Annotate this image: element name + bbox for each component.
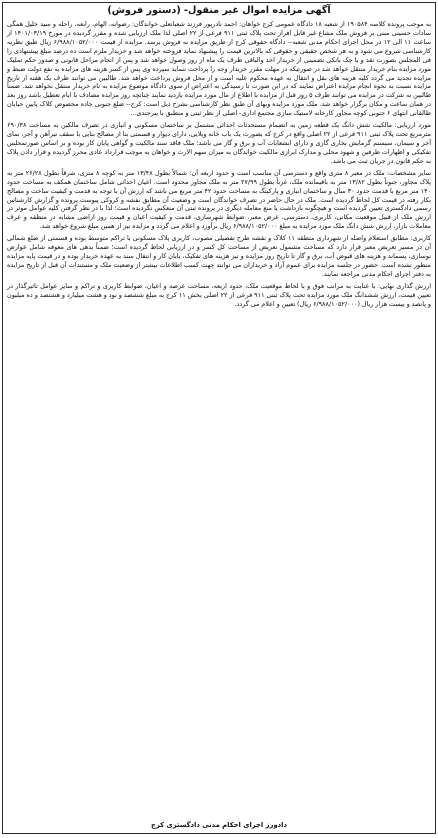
notice-header <box>3 3 435 19</box>
notice-paragraph: به موجب پرونده کلاسه ۱۹۰۵۸۴ از شعبه ۱۸ دادگاه عمومی کرج خواهان: احمد نادرپور فرزند شعبانعلی خواندگان: رضوانه، الهام، رابعه، راحله و سید خلیل همگی سادات حسینی مبنی بر فروش ملک مشاع غیر قابل افراز تحت پلاک ثبتی ۹۱۱ فرعی از ۲۲ اصلی لذا ملک ارزیابی شده و مقرر گردیده در مورخ ۱۴۰۱/۰۳/۱۹ از ساعت ۱۱ الی ۱۲ در محل اجرای احکام مدنی شعبه-- دادگاه حقوقی کرج از طریق مزایده به فروش برسد. مزایده از قیمت ۶/۹۸۸/۱۰۵۲/۰۰۰ ریال طبق نظریه کارشناسی شروع می شود و به هر شخص حقیقی و حقوقی که بالاترین قیمت را پیشنهاد نماید فروخته خواهد شد و خریدار ملزم است ده درصد مبلغ پیشنهادی را فی المجلس بصورت نقد و یا چک بانکی تضمینی از خریدار اخذ والباقی ظرف یک ماه از روز وصول خواهد شد و پس از انجام مراحل قانونی و صدور حکم تملیک مورد مزایده بنام خریدار منتقل خواهد شد در صورتیکه در مهلت مقرر خریدار وجه را پرداخت ننماید سپرده وی پس از کسر هزینه های مزایده به نفع دولت ضبط و مزایده تجدید می گردد کلیه هزینه های نقل و انتقال به عهده محکوم علیه است و از محل فروش پرداخت خواهد شد. طالبین می توانند ظرف یک هفته از تاریخ مزایده نسبت به نحوه انجام مزایده اعتراض نمایند که در این صورت تا رسیدگی به اعتراض از سوی دادگاه موضوع مزایده به نام خریدار منتقل نخواهد شد. ضمناً طالبین به شرکت در مزایده می توانند ظرف ۵ روز قبل از مزایده با اطلاع از مال مورد مزایده بازدید نمایند چنانچه روز مزایده مصادف با ایام تعطیل باشد روز بعد در همان ساعت و مکان برگزار خواهد شد. ملک مورد مزایده وبهای آن طبق نظر کارشناسی بشرح ذیل است: کرج-- ضلع جنوبی جاده مخصوص کلاک پایین خیابان طالقانی انتهای ۶ جنوبی کوچه مجاور کارخانه لاستیک سازی مجتمع اداری- اصلی از نظر ثبتی و منطبق با بیرجندی... <box>7 20 432 118</box>
notice-paragraph: ارزش گذاری نهایی: با عنایت به مراتب فوق و با لحاظ موقعیت ملک، حدود اربعه، مساحت عرصه و اعیان، ضوابط کاربری و تراکم و سایر عوامل تاثیرگذار در تعیین قیمت، ارزش ششدانگ ملک مورد مزایده تحت پلاک ثبتی ۹۱۱ فرعی از ۲۲ اصلی بخش ۱۱ کرج به مبلغ ششصد و نود و هشت میلیارد و هشتصد و ده میلیون و پانصد و بیست هزار ریال (۶/۹۸۸/۱۰۵۲/۰۰۰ ریال) تعیین و اعلام می گردد. <box>7 281 431 308</box>
auction-notice <box>2 2 436 834</box>
notice-paragraph: سایر مشخصات: ملک در معبر ۸ متری واقع و دسترسی آن مناسب است و حدود اربعه آن: شمالاً بطول ۱۳/۴۸ متر به کوچه ۸ متری، شرقاً بطول ۲۶/۲۸ متر به پلاک مجاور، جنوباً بطول ۱۳/۸۲ متر به باقیمانده ملک، غرباً بطول ۲۷/۹۹ متر به ملک مجاور محدود است. اعیان احداثی شامل ساختمان همکف به مساحت حدود ۱۴۰ متر مربع با قدمت حدود ۳۰ سال و ساختمان انباری و پارکینگ به مساحت حدود ۴۲ متر مربع می باشد که ارزش آن با توجه به قدمت و کیفیت ساخت و مصالح بکار رفته در قیمت کل لحاظ گردیده است. ملک در حال حاضر در تصرف خواندگان است و وضعیت آن مطابق نقشه و کروکی پیوست پرونده و گزارش کارشناس رسمی دادگستری تعیین گردیده است و هیچگونه بازداشت یا منع معامله دیگری در پرونده ثبتی آن منعکس نگردیده است؛ لذا با در نظر گرفتن کلیه عوامل موثر در ارزش ملک از قبیل موقعیت مکانی، کاربری، دسترسی، عرض معبر، ضوابط شهرسازی، قدمت و کیفیت اعیان و قیمت روز اراضی مشابه در منطقه و عرف معاملات بازار، ارزش شش دانگ ملک مورد مزایده به مبلغ ۶/۹۸۸/۱۰۵۲/۰۰۰ ریال برآورد و اعلام می گردد و مزایده نیز از همین مبلغ شروع خواهد شد. <box>7 168 432 231</box>
notice-body <box>3 19 435 309</box>
notice-paragraph: مورد ارزیابی: مالکیت شش دانگ یک قطعه زمین به انضمام مستحدثات احداثی مشتمل بر ساختمان مسکونی و انباری در تصرف مالکین به مساحت ۶۹۰/۳۸ مترمربع تحت پلاک ثبتی ۹۱۱ فرعی از ۲۲ اصلی واقع در کرج که بصورت یک باب خانه ویلایی، دارای دیوار و قسمتی بنا از مصالح بنایی با سقف تیرآهن و آجر، نمای آجر و سیمان، سیستم گرمایش بخاری گازی و دارای انشعابات آب و برق و گاز می باشد؛ ملک فاقد سند مالکیت و گواهی پایان کار بوده و بر اساس صورتمجلس تفکیکی و اظهارات طرفین و شهود محلی و مدارک ابرازی مالکیت خواندگان به میزان سهم الارث و خواهان به موجب قرارداد عادی محرز گردیده و قرار دادن پلاک به حکم قانون در جریان ثبت می باشد. <box>7 121 431 165</box>
notice-signature: دادورز اجرای احکام مدنی دادگستری کرج <box>151 821 287 829</box>
notice-paragraph: کاربری: مطابق استعلام واصله از شهرداری منطقه ۱۱ کلاک و نقشه طرح تفصیلی مصوب، کاربری پلاک مسکونی با تراکم متوسط بوده و قسمتی از ضلع شمالی آن در مسیر تعریض معبر قرار دارد که مساحت مشمول تعریض از مساحت کل کسر و در ارزیابی لحاظ گردیده است؛ ضمناً بدهی های معوقه شامل عوارض نوسازی، پسماند و هزینه های قبوض آب، برق و گاز تا تاریخ روز مزایده و نیز هزینه های تفکیک، پایان کار و انتقال سند به عهده خریدار بوده و در قیمت پایه مزایده منظور نشده است. حضور در جلسه مزایده برای عموم آزاد و خریداران می توانند جهت کسب اطلاعات بیشتر از وضعیت ملک و مستندات آن قبل از تاریخ مزایده به دفتر اجرای احکام مدنی مراجعه نمایند. <box>7 234 431 278</box>
notice-title: آگهی مزایده اموال غیر منقول- (دستور فروش) <box>107 5 331 16</box>
